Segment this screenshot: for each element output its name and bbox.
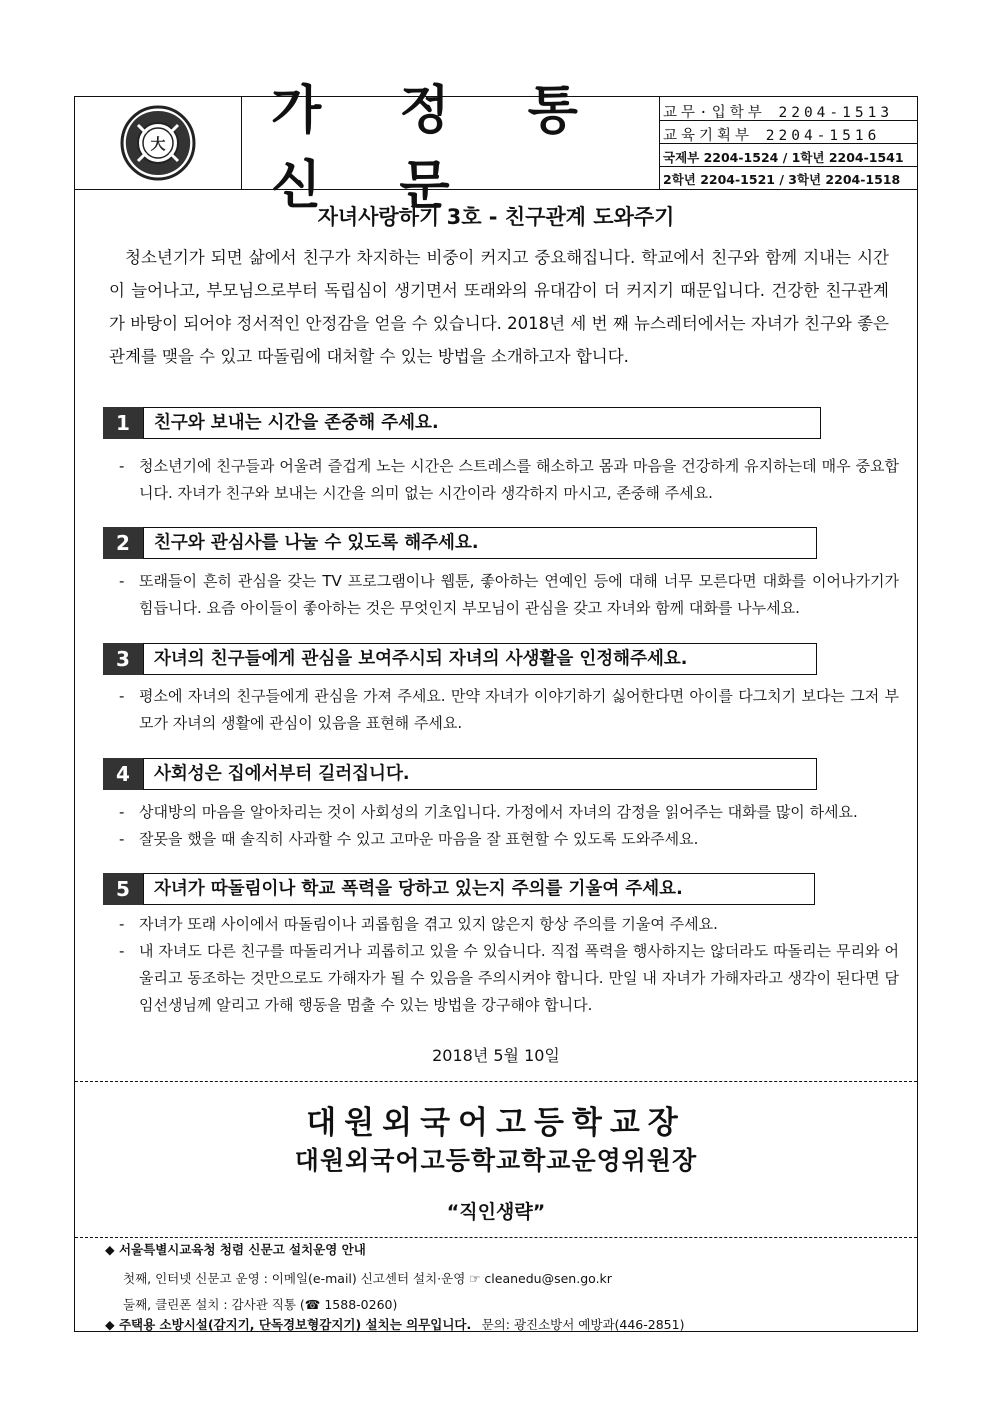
bullet-item: - 또래들이 흔히 관심을 갖는 TV 프로그램이나 웹툰, 좋아하는 연예인 등에 대해 너무 모른다면 대화를 이어나가기가 힘듭니다. 요즘 아이들이 좋아하는 것은 무엇인지 부모님이 관심을 갖고 자녀와 함께 대화를 나누세요. — [119, 568, 899, 622]
bullet-item: - 내 자녀도 다른 친구를 따돌리거나 괴롭히고 있을 수 있습니다. 직접 폭력을 행사하지는 않더라도 따돌리는 무리와 어울리고 동조하는 것만으로도 가해자가 될 수 있음을 주의시켜야 합니다. 만일 내 자녀가 가해자라고 생각이 된다면 담임선생님께 알리고 가해 행동을 멈출 수 있는 방법을 강구해야 합니다. — [119, 938, 899, 1019]
divider — [659, 143, 917, 144]
contact-line: 교무·입학부 2204-1513 — [663, 105, 894, 121]
school-emblem-icon — [118, 103, 198, 183]
bullet-item: - 평소에 자녀의 친구들에게 관심을 가져 주세요. 만약 자녀가 이야기하기 싫어한다면 아이를 다그치기 보다는 그저 부모가 자녀의 생활에 관심이 있음을 표현해 주세요. — [119, 683, 899, 737]
divider — [659, 120, 917, 121]
section-number: 2 — [103, 527, 143, 559]
committee-signature: 대원외국어고등학교학교운영위원장 — [294, 1146, 698, 1175]
notice-line: 둘째, 클린폰 설치 : 감사관 직통 (☎ 1588-0260) — [123, 1297, 398, 1312]
contact-line: 교육기획부 2204-1516 — [663, 128, 881, 144]
dashed-divider — [75, 1081, 917, 1082]
dashed-divider — [75, 1237, 917, 1238]
header — [75, 81, 917, 216]
section-title: 자녀의 친구들에게 관심을 보여주시되 자녀의 사생활을 인정해주세요. — [143, 643, 817, 675]
bullet-item: - 잘못을 했을 때 솔직히 사과할 수 있고 고마운 마음을 잘 표현할 수 있도록 도와주세요. — [119, 826, 899, 853]
fire-safety-notice — [105, 1315, 684, 1333]
intro-paragraph: 청소년기가 되면 삶에서 친구가 차지하는 비중이 커지고 중요해집니다. 학교에서 친구와 함께 지내는 시간이 늘어나고, 부모님으로부터 독립심이 생기면서 또래와의 유대감이 더 커지기 때문입니다. 건강한 친구관계가 바탕이 되어야 정서적인 안정감을 얻을 수 있습니다. 2018년 세 번 째 뉴스레터에서는 자녀가 친구와 좋은 관계를 맺을 수 있고 따돌림에 대처할 수 있는 방법을 소개하고자 합니다. — [109, 248, 889, 366]
newsletter-frame — [74, 81, 918, 1332]
section-5-bullets — [119, 911, 899, 1019]
fire-safety-contact: 문의: 광진소방서 예방과(446-2851) — [481, 1317, 685, 1332]
contact-cell — [659, 97, 917, 189]
section-number: 4 — [103, 758, 143, 790]
contact-line: 2학년 2204-1521 / 3학년 2204-1518 — [663, 172, 901, 187]
bullet-item: - 청소년기에 친구들과 어울려 즐겁게 노는 시간은 스트레스를 해소하고 몸과 마음을 건강하게 유지하는데 매우 중요합니다. 자녀가 친구와 보내는 시간을 의미 없는 시간이라 생각하지 마시고, 존중해 주세요. — [119, 453, 899, 507]
notice-line: 첫째, 인터넷 신문고 운영 : 이메일(e-mail) 신고센터 설치·운영 ☞ cleanedu@sen.go.kr — [123, 1271, 612, 1286]
bullet-item: - 상대방의 마음을 알아차리는 것이 사회성의 기초입니다. 가정에서 자녀의 감정을 읽어주는 대화를 많이 하세요. — [119, 799, 899, 826]
svg-text:大: 大 — [150, 135, 166, 153]
newsletter-heading: 자녀사랑하기 3호 - 친구관계 도와주기 — [317, 205, 675, 229]
logo-cell — [75, 97, 242, 189]
notice-heading: ◆ 서울특별시교육청 청렴 신문고 설치운영 안내 — [105, 1242, 366, 1257]
contact-line: 국제부 2204-1524 / 1학년 2204-1541 — [663, 150, 904, 165]
section-title: 사회성은 집에서부터 길러집니다. — [143, 758, 817, 790]
newsletter-title: 가 정 통 신 문 — [271, 81, 608, 216]
issue-date: 2018년 5월 10일 — [432, 1046, 560, 1065]
section-1-bullets — [119, 453, 899, 507]
title-cell — [241, 81, 660, 216]
divider — [659, 166, 917, 167]
principal-signature: 대원외국어고등학교장 — [306, 1105, 686, 1141]
section-4-bullets — [119, 799, 899, 853]
section-title: 친구와 보내는 시간을 존중해 주세요. — [143, 407, 821, 439]
section-number: 3 — [103, 643, 143, 675]
section-title: 자녀가 따돌림이나 학교 폭력을 당하고 있는지 주의를 기울여 주세요. — [143, 873, 815, 905]
section-3-bullets — [119, 683, 899, 737]
seal-omitted-note: “직인생략” — [446, 1201, 546, 1223]
bullet-item: - 자녀가 또래 사이에서 따돌림이나 괴롭힘을 겪고 있지 않은지 항상 주의를 기울여 주세요. — [119, 911, 899, 938]
section-number: 5 — [103, 873, 143, 905]
section-number: 1 — [103, 407, 143, 439]
section-title: 친구와 관심사를 나눌 수 있도록 해주세요. — [143, 527, 817, 559]
fire-safety-text: ◆ 주택용 소방시설(감지기, 단독경보형감지기) 설치는 의무입니다. — [105, 1317, 472, 1332]
section-2-bullets — [119, 568, 899, 622]
